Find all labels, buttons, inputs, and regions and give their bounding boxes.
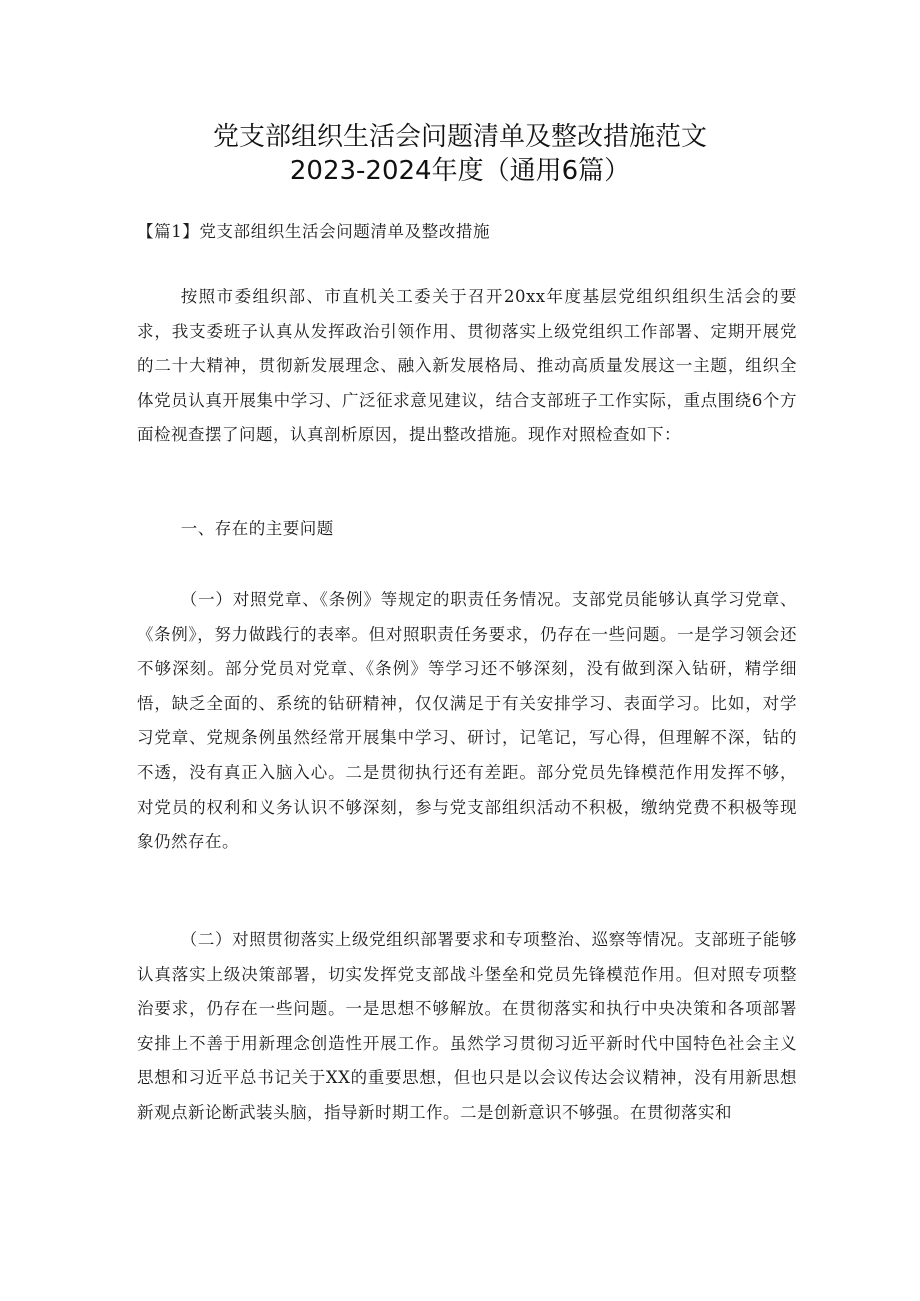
problem-paragraph-2: （二）对照贯彻落实上级党组织部署要求和专项整治、巡察等情况。支部班子能够认真落实上级决策部署，切实发挥党支部战斗堡垒和党员先锋模范作用。但对照专项整治要求，仍存在一些问题。一是思想不够解放。在贯彻落实和执行中央决策和各项部署安排上不善于用新理念创造性开展工作。虽然学习贯彻习近平新时代中国特色社会主义思想和习近平总书记关于XX的重要思想，但也只是以会议传达会议精神，没有用新思想新观点新论断武装头脑，指导新时期工作。二是创新意识不够强。在贯彻落实和: [137, 930, 797, 1122]
document-subtitle: 2023-2024年度（通用6篇）: [289, 156, 631, 186]
subheading-main-problems: 一、存在的主要问题: [180, 519, 334, 538]
document-title: 党支部组织生活会问题清单及整改措施范文: [212, 122, 707, 152]
intro-paragraph: 按照市委组织部、市直机关工委关于召开20xx年度基层党组织组织生活会的要求，我支委班子认真从发挥政治引领作用、贯彻落实上级党组织工作部署、定期开展党的二十大精神，贯彻新发展理念、融入新发展格局、推动高质量发展这一主题，组织全体党员认真开展集中学习、广泛征求意见建议，结合支部班子工作实际，重点围绕6个方面检视查摆了问题，认真剖析原因，提出整改措施。现作对照检查如下：: [137, 287, 797, 445]
problem-paragraph-1: （一）对照党章、《条例》等规定的职责任务情况。支部党员能够认真学习党章、《条例》，努力做践行的表率。但对照职责任务要求，仍存在一些问题。一是学习领会还不够深刻。部分党员对党章、《条例》等学习还不够深刻，没有做到深入钻研，精学细悟，缺乏全面的、系统的钻研精神，仅仅满足于有关安排学习、表面学习。比如，对学习党章、党规条例虽然经常开展集中学习、研讨，记笔记，写心得，但理解不深，钻的不透，没有真正入脑入心。二是贯彻执行还有差距。部分党员先锋模范作用发挥不够，对党员的权利和义务认识不够深刻，参与党支部组织活动不积极，缴纳党费不积极等现象仍然存在。: [137, 590, 797, 852]
section-heading: 【篇1】党支部组织生活会问题清单及整改措施: [137, 222, 491, 241]
